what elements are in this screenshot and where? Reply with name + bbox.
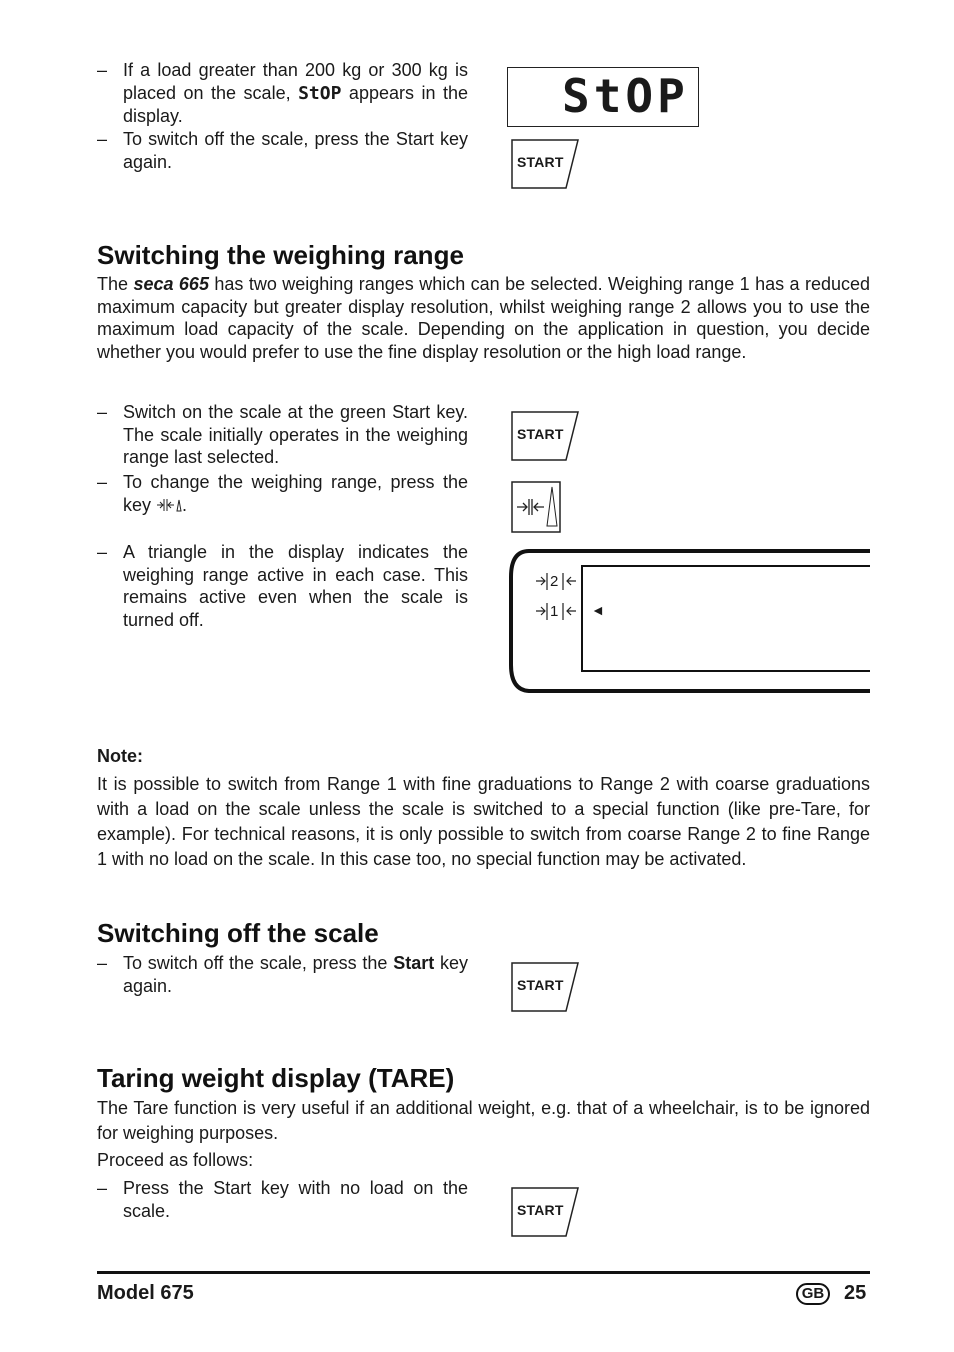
language-badge: GB xyxy=(796,1283,830,1305)
list-dash: – xyxy=(97,60,108,80)
list-item xyxy=(97,541,468,631)
list-item xyxy=(97,471,468,516)
page-number: 25 xyxy=(844,1282,867,1304)
range-switch-icon xyxy=(156,498,182,512)
footer-model: Model 675 xyxy=(97,1282,194,1304)
range-key-icon xyxy=(511,481,561,533)
start-key-label: START xyxy=(517,426,564,442)
weighing-range-display xyxy=(505,547,875,695)
section-paragraph xyxy=(97,273,870,363)
display-screen xyxy=(507,67,699,127)
footer-rule xyxy=(97,1271,870,1274)
item-text: To change the weighing range, press the key xyxy=(123,472,468,515)
item-text: key again. xyxy=(123,953,469,996)
start-key-icon xyxy=(511,962,579,1012)
list-dash: – xyxy=(97,402,108,422)
note-heading: Note: xyxy=(97,746,143,766)
item-text: A triangle in the display indicates the weighing range active in each case. This remains active even when the scale is turned off. xyxy=(123,542,468,630)
list-item xyxy=(97,59,468,128)
section-paragraph: Proceed as follows: xyxy=(97,1150,254,1170)
item-text: Switch on the scale at the green Start key. The scale initially operates in the weighing range last selected. xyxy=(123,402,468,467)
start-key-label: START xyxy=(517,154,564,170)
section-paragraph: The Tare function is very useful if an additional weight, e.g. that of a wheelchair, is to be ignored for weighing purposes. xyxy=(97,1098,870,1143)
list-item xyxy=(97,1177,468,1222)
range-1-label: 1 xyxy=(550,603,559,620)
list-dash: – xyxy=(97,129,108,149)
start-key-icon xyxy=(511,1187,579,1237)
list-item xyxy=(97,952,468,997)
start-key-label: START xyxy=(517,977,564,993)
range-2-label: 2 xyxy=(550,573,559,590)
active-range-indicator: ◄ xyxy=(591,602,605,618)
paragraph-text: has two weighing ranges which can be selected. Weighing range 1 has a reduced maximum capacity but greater display resolution, whilst weighing range 2 allows you to use the maximum load capacity of the scale. Depending on the application in question, you decide whether you would prefer to use the fine display resolution or the high load range. xyxy=(97,274,870,362)
list-dash: – xyxy=(97,542,108,562)
list-dash: – xyxy=(97,1178,108,1198)
item-text: If a load greater than 200 kg or 300 kg is placed on the scale, xyxy=(123,60,468,103)
item-text: To switch off the scale, press the Start key again. xyxy=(123,129,468,172)
item-bold: Start xyxy=(393,953,435,973)
paragraph-text: The xyxy=(97,274,134,294)
list-item xyxy=(97,401,468,469)
list-dash: – xyxy=(97,472,108,492)
section-heading: Switching off the scale xyxy=(97,918,379,948)
start-key-label: START xyxy=(517,1202,564,1218)
brand-name: seca 665 xyxy=(133,274,209,294)
item-text: . xyxy=(182,494,188,515)
display-readout: StOP xyxy=(562,69,689,123)
list-dash: – xyxy=(97,953,108,973)
section-heading: Taring weight display (TARE) xyxy=(97,1063,455,1093)
start-key-icon xyxy=(511,411,579,461)
item-text: Press the Start key with no load on the scale. xyxy=(123,1178,468,1221)
stop-code: StOP xyxy=(298,82,342,104)
list-item xyxy=(97,128,468,173)
item-text: appears in the display. xyxy=(123,82,468,126)
section-heading: Switching the weighing range xyxy=(97,240,464,270)
start-key-icon xyxy=(511,139,579,189)
note-text: It is possible to switch from Range 1 with fine graduations to Range 2 with coarse graduations with a load on the scale unless the scale is switched to a special function (like pre-Tare, for example). For technical reasons, it is only possible to switch from coarse Range 2 to fine Range 1 with no load on the scale. In this case too, no special function may be activated. xyxy=(97,774,870,869)
item-text: To switch off the scale, press the xyxy=(123,953,394,973)
